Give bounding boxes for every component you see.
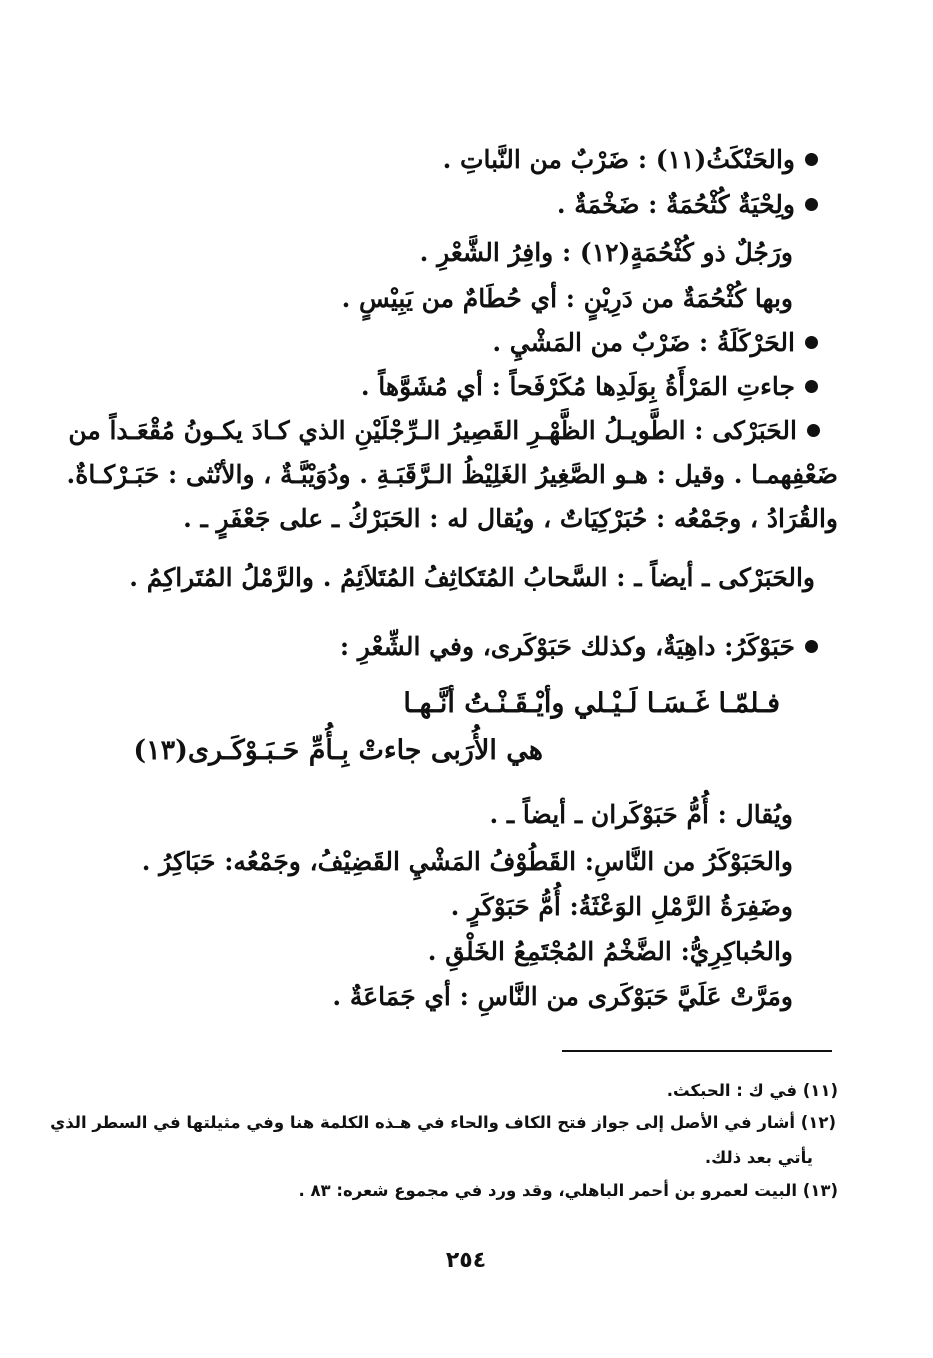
verse-second-hemistich: هي الأُرَبى جاءتْ بِـأُمِّ حَـبَـوْكَـرى(١٣) [133, 735, 543, 766]
footnote-12-line1: (١٢) أشار في الأصل إلى جواز فتح الكاف والحاء في هـذه الكلمة هنا وفي مثيلتها في السطر الذي [50, 1113, 836, 1132]
entry-lihya [118, 188, 818, 222]
entry-text: حَبَوْكَرُ: داهِيَةٌ، وكذلك حَبَوْكَرى، وفي الشِّعْرِ : [339, 632, 795, 661]
subentry-habawkar-people: والحَبَوْكَرُ من النَّاسِ: القَطُوْفُ المَشْيِ القَضِيْفُ، وجَمْعُه: حَبَاكِرُ . [141, 847, 793, 876]
subentry-jamaa: ومَرَّتْ عَلَيَّ حَبَوْكَرى من النَّاسِ : أي جَمَاعَةٌ . [332, 982, 793, 1011]
bullet-icon [805, 380, 818, 393]
entry-habarka-line1 [68, 414, 820, 448]
entry-habarka-line3: والقُرَادُ ، وجَمْعُه : حُبَرْكِيَاتٌ ، ويُقال له : الحَبَرْكُ ـ على جَعْفَرٍ ـ . [183, 504, 838, 533]
verse-first-hemistich: فـلمّـا غَـسَـا لَـيْـلي وأيْـقَـنْـتُ أنَّـهـا [403, 688, 780, 719]
entry-text: والحَنْكَثُ(١١) : ضَرْبٌ من النَّباتِ . [442, 145, 795, 174]
subentry-dafira: وضَفِرَةُ الرَّمْلِ الوَعْثَةُ: أُمُّ حَبَوْكَرٍ . [450, 892, 793, 921]
entry-mukarfah [118, 370, 818, 404]
entry-text: جاءتِ المَرْأَةُ بِوَلَدِها مُكَرْفَحاً : أي مُشَوَّهاً . [360, 372, 795, 401]
bullet-icon [805, 198, 818, 211]
entry-habawkar [118, 630, 818, 664]
entry-text: الحَرْكَلَةُ : ضَرْبٌ من المَشْيِ . [492, 328, 795, 357]
page-number: ٢٥٤ [445, 1248, 487, 1273]
entry-harkala [118, 326, 818, 360]
entry-text: الحَبَرْكى : الطَّويـلُ الظَّهْـرِ القَصِيرُ الـرِّجْلَيْنِ الذي كـادَ يكـونُ مُقْعَـداً من [68, 416, 797, 445]
subentry-rajul: ورَجُلٌ ذو كُثْحُمَةٍ(١٢) : وافِرُ الشَّعْرِ . [419, 238, 793, 267]
footnote-12-line2: يأتي بعد ذلك. [704, 1148, 813, 1167]
subentry-umm-habawkaran: ويُقال : أُمُّ حَبَوْكَران ـ أيضاً ـ . [489, 800, 793, 829]
footnote-separator [562, 1050, 832, 1052]
entry-habarka-cloud: والحَبَرْكى ـ أيضاً ـ : السَّحابُ المُتَكاثِفُ المُتَلاَئِمُ . والرَّمْلُ المُتَراكِمُ . [129, 563, 815, 592]
bullet-icon [805, 153, 818, 166]
entry-hanakath [118, 143, 818, 177]
bullet-icon [807, 424, 820, 437]
bullet-icon [805, 336, 818, 349]
bullet-icon [805, 640, 818, 653]
footnote-13: (١٣) البيت لعمرو بن أحمر الباهلي، وقد ورد في مجموع شعره: ٨٣ . [298, 1181, 838, 1200]
subentry-dareen: وبها كُثْحُمَةٌ من دَرِيْنٍ : أي حُطَامٌ من يَبِيْسٍ . [341, 284, 793, 313]
entry-text: ولِحْيَةٌ كُثْحُمَةٌ : ضَخْمَةٌ . [556, 190, 795, 219]
subentry-hubakiri: والحُباكِرِيُّ: الضَّخْمُ المُجْتَمِعُ الخَلْقِ . [427, 937, 793, 966]
footnote-11: (١١) في ك : الحبكث. [666, 1081, 838, 1100]
entry-habarka-line2: ضَعْفِهمـا . وقيل : هـو الصَّغِيرُ الغَلِيْظُ الـرَّقَبَـةِ . ودُوَيْبَّـةٌ ، والأنْثى : حَبَـرْكـاةٌ. [66, 460, 838, 489]
